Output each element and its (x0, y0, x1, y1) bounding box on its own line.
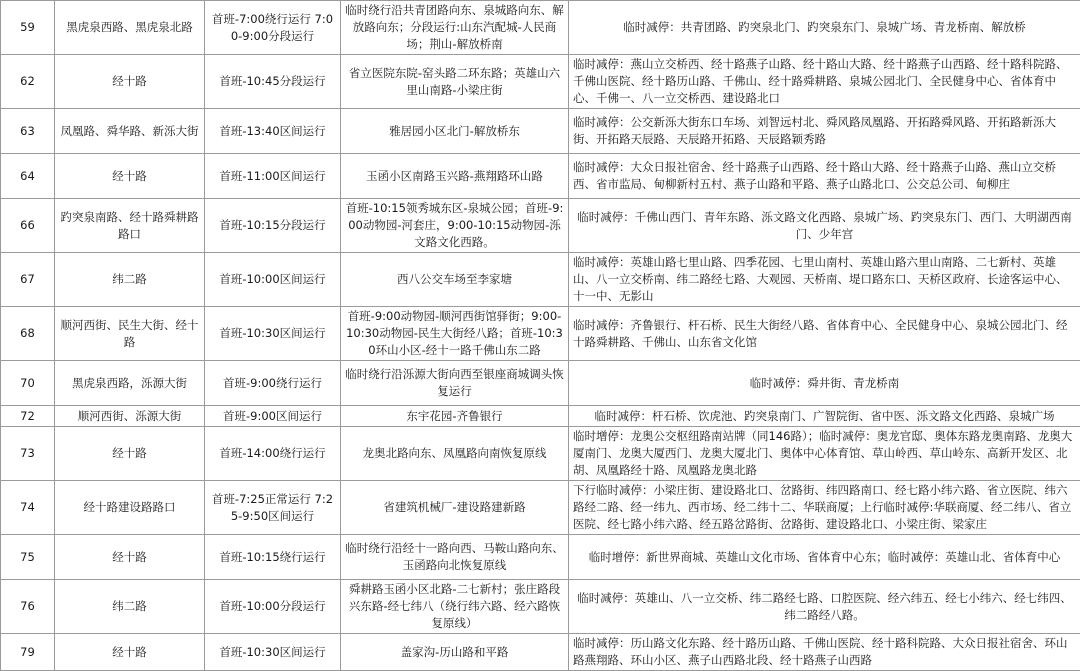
route-cell: 盖家沟-历山路和平路 (341, 634, 569, 671)
line-number-cell: 73 (1, 427, 55, 481)
stops-cell: 临时增停：新世界商城、英雄山文化市场、省体育中心东；临时减停：英雄山北、省体育中心 (569, 535, 1080, 580)
affected-road-cell: 纬二路 (55, 253, 205, 307)
schedule-cell: 首班-10:30区间运行 (205, 634, 341, 671)
line-number-cell: 70 (1, 361, 55, 406)
schedule-cell: 首班-10:45分段运行 (205, 55, 341, 109)
stops-cell: 临时减停：千佛山西门、青年东路、泺文路文化西路、泉城广场、趵突泉东门、西门、大明湖西南门、少年宫 (569, 199, 1080, 253)
schedule-cell: 首班-11:00区间运行 (205, 154, 341, 199)
line-number-cell: 59 (1, 1, 55, 55)
route-cell: 临时绕行沿泺源大街向西至银座商城调头恢复运行 (341, 361, 569, 406)
route-cell: 舜耕路玉函小区北路-二七新村；张庄路段兴东路-经七纬八（绕行纬六路、经六路恢复原线） (341, 580, 569, 634)
route-cell: 首班-9:00动物园-顺河西街馆驿街；9:00-10:30动物园-民生大街经八路；首班-10:30环山小区-经十一路千佛山东二路 (341, 307, 569, 361)
line-number-cell: 75 (1, 535, 55, 580)
schedule-cell: 首班-14:00绕行运行 (205, 427, 341, 481)
route-cell: 省立医院东院-窑头路二环东路；英雄山六里山南路-小梁庄街 (341, 55, 569, 109)
line-number-cell: 67 (1, 253, 55, 307)
stops-cell: 临时减停：公交新泺大街东口车场、刘智远村北、舜风路凤凰路、开拓路舜风路、开拓路新泺大街、开拓路天辰路、天辰路开拓路、天辰路颖秀路 (569, 109, 1080, 154)
stops-cell: 临时增停：龙奥公交枢纽路南站牌（同146路）；临时减停：奥龙官邸、奥体东路龙奥南路、龙奥大厦南门、龙奥大厦西门、龙奥大厦北门、奥体中心体育馆、草山岭西、草山岭东、高新开发区、北胡、凤凰路经十路、凤凰路龙奥北路 (569, 427, 1080, 481)
affected-road-cell: 经十路 (55, 154, 205, 199)
schedule-cell: 首班-9:00绕行运行 (205, 361, 341, 406)
schedule-cell: 首班-10:30区间运行 (205, 307, 341, 361)
line-number-cell: 79 (1, 634, 55, 671)
affected-road-cell: 经十路 (55, 427, 205, 481)
affected-road-cell: 经十路 (55, 535, 205, 580)
table-row (1, 481, 1080, 535)
schedule-cell: 首班-10:00分段运行 (205, 580, 341, 634)
route-cell: 省建筑机械厂-建设路建新路 (341, 481, 569, 535)
route-cell: 临时绕行沿共青团路向东、泉城路向东、解放路向东；分段运行:山东汽配城-人民商场；荆山-解放桥南 (341, 1, 569, 55)
route-cell: 西八公交车场至李家塘 (341, 253, 569, 307)
schedule-cell: 首班-13:40区间运行 (205, 109, 341, 154)
schedule-cell: 首班-10:15分段运行 (205, 199, 341, 253)
line-number-cell: 72 (1, 406, 55, 427)
affected-road-cell: 黑虎泉西路，泺源大街 (55, 361, 205, 406)
stops-cell: 临时减停：燕山立交桥西、经十路燕子山路、经十路山大路、经十路燕子山西路、经十路科院路、千佛山医院、经十路历山路、千佛山、经十路舜耕路、泉城公园北门、全民健身中心、省体育中心、千佛一、八一立交桥西、建设路北口 (569, 55, 1080, 109)
affected-road-cell: 凤凰路、舜华路、新泺大街 (55, 109, 205, 154)
table-row (1, 361, 1080, 406)
stops-cell: 临时减停：大众日报社宿舍、经十路燕子山西路、经十路山大路、经十路燕子山路、燕山立交桥西、省市监局、甸柳新村五村、燕子山路和平路、燕子山路北口、公交总公司、甸柳庄 (569, 154, 1080, 199)
table-row (1, 199, 1080, 253)
table-row (1, 253, 1080, 307)
route-cell: 龙奥北路向东、凤凰路向南恢复原线 (341, 427, 569, 481)
schedule-cell: 首班-7:00绕行运行 7:00-9:00分段运行 (205, 1, 341, 55)
affected-road-cell: 趵突泉南路、经十路舜耕路路口 (55, 199, 205, 253)
affected-road-cell: 经十路 (55, 634, 205, 671)
route-cell: 雅居园小区北门-解放桥东 (341, 109, 569, 154)
stops-cell: 下行临时减停：小梁庄街、建设路北口、岔路街、纬四路南口、经七路小纬六路、省立医院、纬六路经二路、经一纬九、西市场、经二纬十二、华联商厦；上行临时减停:华联商厦、经二纬八、省立医院、经七路小纬六路、经五路岔路街、岔路街、建设路北口、小梁庄街、梁家庄 (569, 481, 1080, 535)
line-number-cell: 68 (1, 307, 55, 361)
line-number-cell: 66 (1, 199, 55, 253)
stops-cell: 临时减停：共青团路、趵突泉北门、趵突泉东门、泉城广场、青龙桥南、解放桥 (569, 1, 1080, 55)
stops-cell: 临时减停：齐鲁银行、杆石桥、民生大街经八路、省体育中心、全民健身中心、泉城公园北门、经十路舜耕路、千佛山、山东省文化馆 (569, 307, 1080, 361)
table-row (1, 1, 1080, 55)
line-number-cell: 76 (1, 580, 55, 634)
table-body (1, 1, 1080, 671)
table-row (1, 55, 1080, 109)
stops-cell: 临时减停：英雄山路七里山路、四季花园、七里山南村、英雄山路六里山南路、二七新村、英雄山、八一立交桥南、纬二路经七路、大观园、天桥南、堤口路东口、天桥区政府、长途客运中心、十一中、无影山 (569, 253, 1080, 307)
table-row (1, 634, 1080, 671)
table-row (1, 109, 1080, 154)
line-number-cell: 63 (1, 109, 55, 154)
schedule-cell: 首班-10:00区间运行 (205, 253, 341, 307)
affected-road-cell: 顺河西街、民生大街、经十路 (55, 307, 205, 361)
affected-road-cell: 经十路建设路路口 (55, 481, 205, 535)
stops-cell: 临时减停：历山路文化东路、经十路历山路、千佛山医院、经十路科院路、大众日报社宿舍、环山路燕翔路、环山小区、燕子山西路北段、经十路燕子山西路 (569, 634, 1080, 671)
stops-cell: 临时减停：舜井街、青龙桥南 (569, 361, 1080, 406)
route-cell: 首班-10:15领秀城东区-泉城公园；首班-9:00动物园-河套庄，9:00-10:15动物园-泺文路文化西路。 (341, 199, 569, 253)
route-cell: 临时绕行沿经十一路向西、马鞍山路向东、玉函路向北恢复原线 (341, 535, 569, 580)
affected-road-cell: 黑虎泉西路、黑虎泉北路 (55, 1, 205, 55)
table-row (1, 307, 1080, 361)
table-row (1, 154, 1080, 199)
route-cell: 玉函小区南路玉兴路-燕翔路环山路 (341, 154, 569, 199)
schedule-cell: 首班-7:25正常运行 7:25-9:50区间运行 (205, 481, 341, 535)
table-row (1, 580, 1080, 634)
stops-cell: 临时减停：杆石桥、饮虎池、趵突泉南门、广智院街、省中医、泺文路文化西路、泉城广场 (569, 406, 1080, 427)
stops-cell: 临时减停：英雄山、八一立交桥、纬二路经七路、口腔医院、经六纬五、经七小纬六、经七纬四、纬二路经八路。 (569, 580, 1080, 634)
line-number-cell: 64 (1, 154, 55, 199)
schedule-cell: 首班-10:15绕行运行 (205, 535, 341, 580)
table-row (1, 427, 1080, 481)
line-number-cell: 62 (1, 55, 55, 109)
table-row (1, 535, 1080, 580)
schedule-cell: 首班-9:00区间运行 (205, 406, 341, 427)
route-cell: 东宇花园-齐鲁银行 (341, 406, 569, 427)
affected-road-cell: 纬二路 (55, 580, 205, 634)
line-number-cell: 74 (1, 481, 55, 535)
affected-road-cell: 顺河西街、泺源大街 (55, 406, 205, 427)
table-row (1, 406, 1080, 427)
affected-road-cell: 经十路 (55, 55, 205, 109)
